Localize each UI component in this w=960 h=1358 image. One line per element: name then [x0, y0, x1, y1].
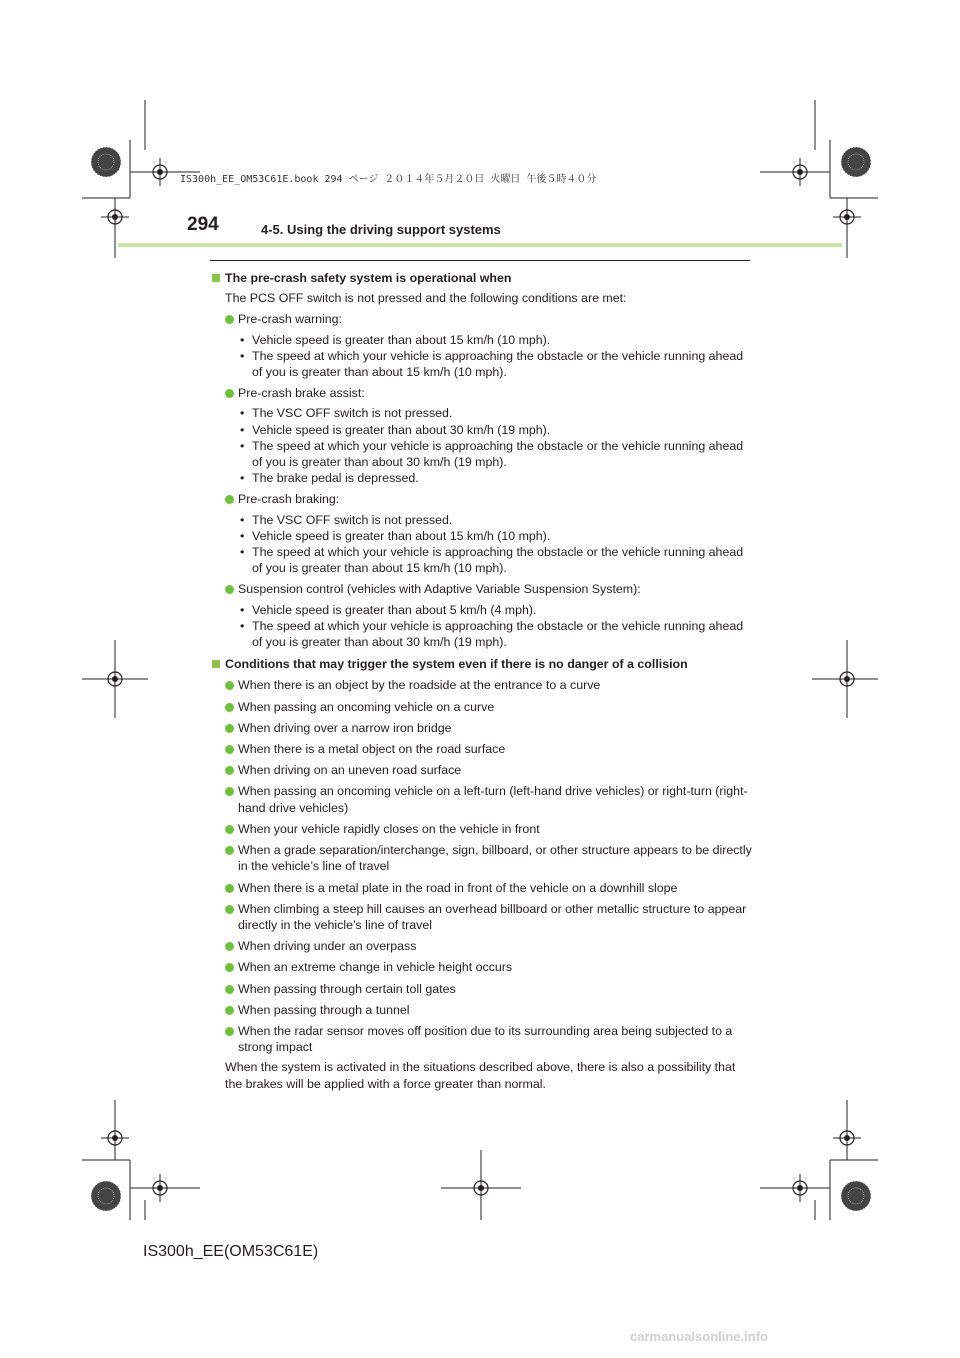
condition-item-text: Vehicle speed is greater than about 15 km/h (10 mph).	[252, 528, 551, 543]
section2-heading: Conditions that may trigger the system even if there is no danger of a collision	[210, 656, 752, 672]
trigger-condition-text: When passing an oncoming vehicle on a left-turn (left-hand drive vehicles) or right-turn (right-hand drive vehicles)	[238, 784, 748, 815]
square-bullet-icon	[212, 274, 220, 282]
watermark-text: carmanualsonline.info	[630, 1329, 768, 1344]
section-title: 4-5. Using the driving support systems	[261, 222, 501, 237]
circle-bullet-icon	[225, 905, 234, 914]
trigger-condition-text: When there is a metal plate in the road in front of the vehicle on a downhill slope	[238, 880, 678, 895]
circle-bullet-icon	[225, 703, 234, 712]
trigger-condition-text: When driving over a narrow iron bridge	[238, 720, 452, 735]
condition-item-text: The speed at which your vehicle is approaching the obstacle or the vehicle running ahead of you is greater than about 15 km/h (10 mph).	[252, 545, 744, 576]
condition-item	[210, 528, 752, 544]
circle-bullet-icon	[225, 884, 234, 893]
trigger-condition-item	[210, 783, 752, 815]
trigger-condition-text: When driving under an overpass	[238, 939, 417, 954]
dot-marker-icon: •	[240, 528, 245, 543]
condition-item-text: The brake pedal is depressed.	[252, 471, 419, 486]
circle-bullet-icon	[225, 985, 234, 994]
trigger-condition-item	[210, 959, 752, 975]
condition-group	[210, 311, 752, 327]
content-rule	[210, 260, 750, 261]
circle-bullet-icon	[225, 389, 234, 398]
dot-marker-icon: •	[240, 422, 245, 437]
circle-bullet-icon	[225, 846, 234, 855]
trigger-condition-item	[210, 821, 752, 837]
trigger-condition-item	[210, 1023, 752, 1055]
trigger-condition-text: When an extreme change in vehicle height occurs	[238, 960, 513, 975]
section2-closing: When the system is activated in the situations described above, there is also a possibility that the brakes will be applied with a force greater than normal.	[225, 1060, 736, 1091]
condition-item	[210, 438, 752, 470]
circle-bullet-icon	[225, 1006, 234, 1015]
circle-bullet-icon	[225, 681, 234, 690]
dot-marker-icon: •	[240, 512, 245, 527]
trigger-condition-item	[210, 880, 752, 896]
trigger-condition-item	[210, 741, 752, 757]
section2-bullets	[210, 677, 752, 1055]
condition-item	[210, 602, 752, 618]
trigger-condition-text: When climbing a steep hill causes an overhead billboard or other metallic structure to appear directly in the vehicle’s line of travel	[238, 901, 747, 932]
circle-bullet-icon	[225, 745, 234, 754]
condition-group-label: Pre-crash brake assist:	[238, 386, 365, 401]
square-bullet-icon	[212, 660, 220, 668]
circle-bullet-icon	[225, 724, 234, 733]
dot-marker-icon: •	[240, 471, 245, 486]
trigger-condition-text: When passing an oncoming vehicle on a curve	[238, 699, 495, 714]
section1-groups	[210, 311, 752, 650]
header-rule	[118, 243, 842, 247]
dot-marker-icon: •	[240, 438, 245, 453]
trigger-condition-item	[210, 1002, 752, 1018]
trigger-condition-item	[210, 720, 752, 736]
trigger-condition-text: When your vehicle rapidly closes on the vehicle in front	[238, 821, 540, 836]
section1-intro: The PCS OFF switch is not pressed and the following conditions are met:	[225, 291, 627, 306]
circle-bullet-icon	[225, 963, 234, 972]
condition-item-text: Vehicle speed is greater than about 5 km/h (4 mph).	[252, 602, 537, 617]
dot-marker-icon: •	[240, 545, 245, 560]
condition-item	[210, 422, 752, 438]
circle-bullet-icon	[225, 1027, 234, 1036]
trigger-condition-item	[210, 842, 752, 874]
condition-item-text: The speed at which your vehicle is approaching the obstacle or the vehicle running ahead of you is greater than about 15 km/h (10 mph).	[252, 348, 744, 380]
trigger-condition-item	[210, 981, 752, 997]
page-content	[210, 270, 752, 1092]
condition-item	[210, 618, 752, 650]
trigger-condition-text: When a grade separation/interchange, sign, billboard, or other structure appears to be directly in the vehicle’s line of travel	[238, 843, 752, 874]
manual-id: IS300h_EE(OM53C61E)	[143, 1243, 319, 1260]
condition-item-text: The speed at which your vehicle is approaching the obstacle or the vehicle running ahead of you is greater than about 30 km/h (19 mph).	[252, 438, 744, 470]
condition-item	[210, 405, 752, 421]
dot-marker-icon: •	[240, 618, 245, 633]
trigger-condition-item	[210, 762, 752, 778]
dot-marker-icon: •	[240, 348, 245, 363]
condition-item-text: The speed at which your vehicle is approaching the obstacle or the vehicle running ahead of you is greater than about 30 km/h (19 mph).	[252, 618, 744, 650]
condition-item-text: The VSC OFF switch is not pressed.	[252, 512, 453, 527]
section1-heading: The pre-crash safety system is operational when	[210, 270, 752, 286]
trigger-condition-item	[210, 677, 752, 693]
dot-marker-icon: •	[240, 602, 245, 617]
page-number: 294	[187, 214, 219, 235]
condition-group	[210, 385, 752, 401]
condition-group-label: Suspension control (vehicles with Adaptive Variable Suspension System):	[238, 582, 641, 597]
condition-group	[210, 491, 752, 507]
dot-marker-icon: •	[240, 406, 245, 421]
condition-item-text: Vehicle speed is greater than about 15 km/h (10 mph).	[252, 332, 551, 347]
circle-bullet-icon	[225, 495, 234, 504]
trigger-condition-text: When the radar sensor moves off position due to its surrounding area being subjected to a strong impact	[238, 1023, 733, 1055]
trigger-condition-item	[210, 699, 752, 715]
circle-bullet-icon	[225, 585, 234, 594]
trigger-condition-text: When driving on an uneven road surface	[238, 763, 462, 778]
circle-bullet-icon	[225, 942, 234, 951]
condition-group	[210, 581, 752, 597]
dot-marker-icon: •	[240, 332, 245, 347]
trigger-condition-text: When there is an object by the roadside at the entrance to a curve	[238, 678, 601, 693]
circle-bullet-icon	[225, 766, 234, 775]
condition-item	[210, 544, 752, 576]
condition-group-label: Pre-crash braking:	[238, 492, 340, 507]
condition-item-text: The VSC OFF switch is not pressed.	[252, 406, 453, 421]
circle-bullet-icon	[225, 315, 234, 324]
print-stamp: IS300h_EE_OM53C61E.book 294 ページ ２０１４年５月２０日 火曜日 午後５時４０分	[180, 174, 597, 185]
condition-item	[210, 348, 752, 380]
condition-item-text: Vehicle speed is greater than about 30 km/h (19 mph).	[252, 422, 551, 437]
trigger-condition-text: When there is a metal object on the road surface	[238, 742, 506, 757]
condition-item	[210, 332, 752, 348]
circle-bullet-icon	[225, 787, 234, 796]
trigger-condition-text: When passing through a tunnel	[238, 1002, 410, 1017]
condition-item	[210, 470, 752, 486]
condition-group-label: Pre-crash warning:	[238, 312, 342, 327]
trigger-condition-item	[210, 938, 752, 954]
trigger-condition-text: When passing through certain toll gates	[238, 981, 456, 996]
condition-item	[210, 512, 752, 528]
circle-bullet-icon	[225, 825, 234, 834]
trigger-condition-item	[210, 901, 752, 933]
